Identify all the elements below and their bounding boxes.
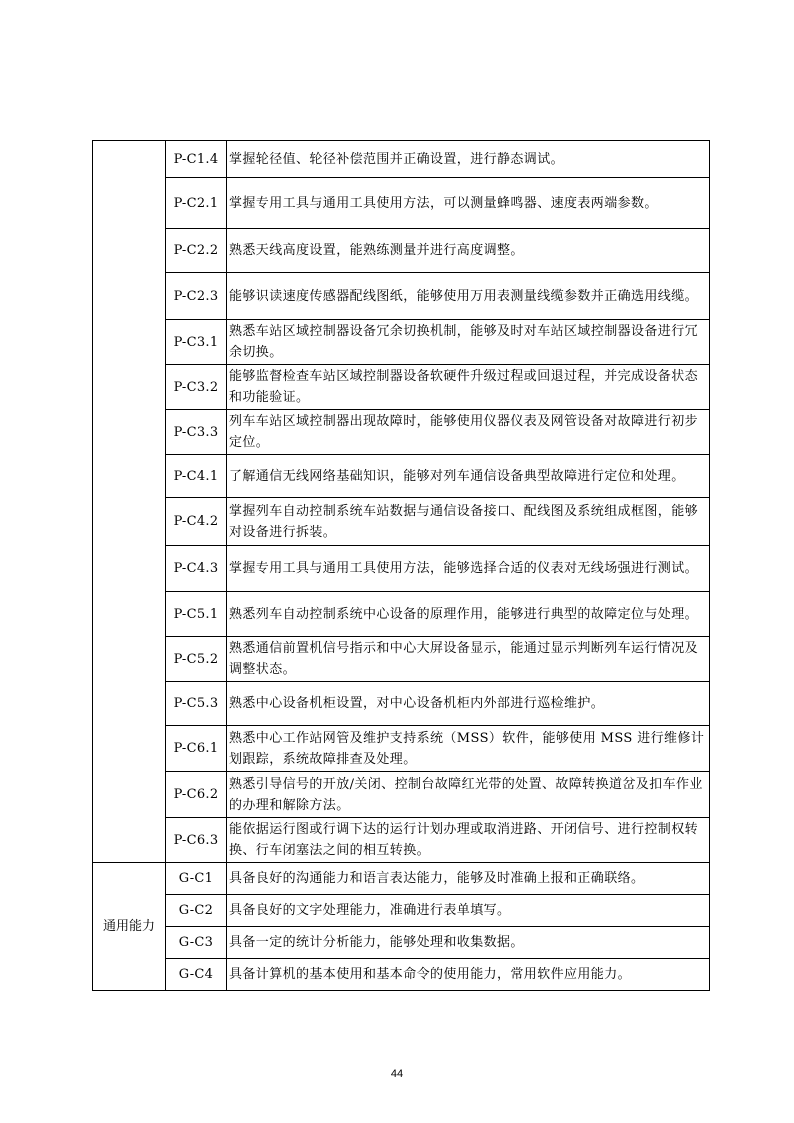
description-cell: 能够识读速度传感器配线图纸，能够使用万用表测量线缆参数并正确选用线缆。 <box>227 273 710 320</box>
description-cell: 具备计算机的基本使用和基本命令的使用能力，常用软件应用能力。 <box>227 959 710 991</box>
code-cell: P-C4.1 <box>166 455 227 498</box>
code-cell: G-C1 <box>166 863 227 895</box>
table-row <box>93 141 710 178</box>
competency-table <box>92 140 710 991</box>
description-cell: 熟悉引导信号的开放/关闭、控制台故障红光带的处置、故障转换道岔及扣车作业的办理和解除方法。 <box>227 772 710 818</box>
description-cell: 掌握列车自动控制系统车站数据与通信设备接口、配线图及系统组成框图，能够对设备进行拆装。 <box>227 498 710 546</box>
table-row <box>93 772 710 818</box>
description-cell: 能够监督检查车站区域控制器设备软硬件升级过程或回退过程，并完成设备状态和功能验证。 <box>227 365 710 410</box>
code-cell: P-C6.1 <box>166 726 227 772</box>
table-row <box>93 455 710 498</box>
table-row <box>93 365 710 410</box>
code-cell: G-C4 <box>166 959 227 991</box>
table-row <box>93 592 710 637</box>
table-row <box>93 726 710 772</box>
description-cell: 熟悉列车自动控制系统中心设备的原理作用，能够进行典型的故障定位与处理。 <box>227 592 710 637</box>
code-cell: G-C2 <box>166 895 227 927</box>
category-cell <box>93 141 166 863</box>
description-cell: 能依据运行图或行调下达的运行计划办理或取消进路、开闭信号、进行控制权转换、行车闭塞法之间的相互转换。 <box>227 818 710 863</box>
code-cell: P-C5.3 <box>166 682 227 726</box>
description-cell: 熟悉通信前置机信号指示和中心大屏设备显示，能通过显示判断列车运行情况及调整状态。 <box>227 637 710 682</box>
code-cell: G-C3 <box>166 927 227 959</box>
description-cell: 熟悉天线高度设置，能熟练测量并进行高度调整。 <box>227 229 710 273</box>
page-number: 44 <box>390 1068 404 1080</box>
table-row <box>93 320 710 365</box>
description-cell: 掌握专用工具与通用工具使用方法，可以测量蜂鸣器、速度表两端参数。 <box>227 178 710 229</box>
code-cell: P-C2.1 <box>166 178 227 229</box>
table-row <box>93 682 710 726</box>
table-row <box>93 863 710 895</box>
table-row <box>93 959 710 991</box>
table-row <box>93 927 710 959</box>
code-cell: P-C4.2 <box>166 498 227 546</box>
code-cell: P-C5.2 <box>166 637 227 682</box>
category-cell: 通用能力 <box>93 863 166 991</box>
description-cell: 掌握轮径值、轮径补偿范围并正确设置，进行静态调试。 <box>227 141 710 178</box>
table-row <box>93 498 710 546</box>
code-cell: P-C2.3 <box>166 273 227 320</box>
table-row <box>93 229 710 273</box>
description-cell: 了解通信无线网络基础知识，能够对列车通信设备典型故障进行定位和处理。 <box>227 455 710 498</box>
description-cell: 熟悉中心工作站网管及维护支持系统（MSS）软件，能够使用 MSS 进行维修计划跟踪，系统故障排查及处理。 <box>227 726 710 772</box>
description-cell: 掌握专用工具与通用工具使用方法，能够选择合适的仪表对无线场强进行测试。 <box>227 546 710 592</box>
table-row <box>93 273 710 320</box>
description-cell: 具备良好的沟通能力和语言表达能力，能够及时准确上报和正确联络。 <box>227 863 710 895</box>
description-cell: 列车车站区域控制器出现故障时，能够使用仪器仪表及网管设备对故障进行初步定位。 <box>227 410 710 455</box>
code-cell: P-C6.2 <box>166 772 227 818</box>
code-cell: P-C4.3 <box>166 546 227 592</box>
description-cell: 具备良好的文字处理能力，准确进行表单填写。 <box>227 895 710 927</box>
code-cell: P-C3.3 <box>166 410 227 455</box>
code-cell: P-C3.1 <box>166 320 227 365</box>
description-cell: 熟悉车站区域控制器设备冗余切换机制，能够及时对车站区域控制器设备进行冗余切换。 <box>227 320 710 365</box>
description-cell: 具备一定的统计分析能力，能够处理和收集数据。 <box>227 927 710 959</box>
table-row <box>93 410 710 455</box>
code-cell: P-C5.1 <box>166 592 227 637</box>
table-row <box>93 895 710 927</box>
table-row <box>93 178 710 229</box>
table-row <box>93 546 710 592</box>
description-cell: 熟悉中心设备机柜设置，对中心设备机柜内外部进行巡检维护。 <box>227 682 710 726</box>
table-row <box>93 637 710 682</box>
code-cell: P-C3.2 <box>166 365 227 410</box>
table-row <box>93 818 710 863</box>
code-cell: P-C2.2 <box>166 229 227 273</box>
code-cell: P-C6.3 <box>166 818 227 863</box>
code-cell: P-C1.4 <box>166 141 227 178</box>
